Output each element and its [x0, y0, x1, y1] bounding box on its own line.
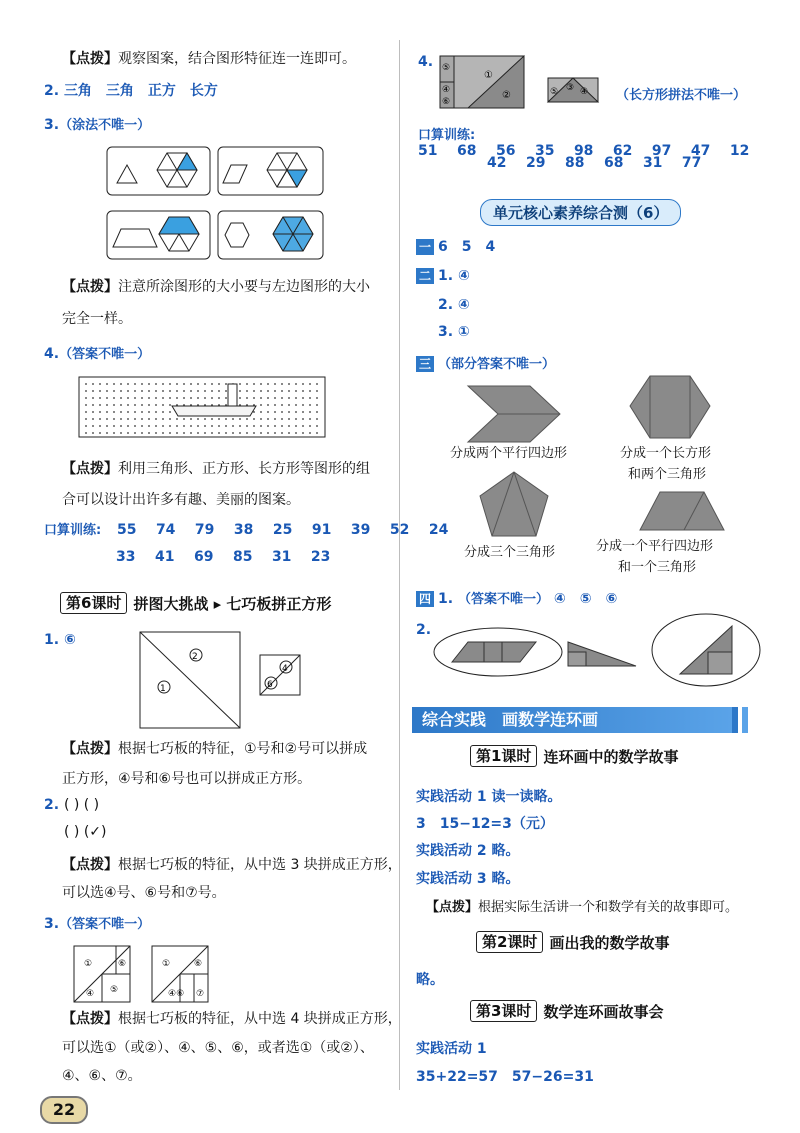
- svg-text:④: ④: [86, 989, 95, 999]
- activity-2: 实践活动 2 略。: [416, 843, 520, 859]
- svg-text:⑤: ⑤: [550, 87, 559, 97]
- activity-final-answer: 35+22=57 57−26=31: [416, 1069, 594, 1085]
- sec4-q1: 四 1. （答案不唯一） ④ ⑤ ⑥: [416, 588, 617, 608]
- oral-training-2: 口算训练: 51 68 56 35 98 62 97 47 12: [418, 128, 750, 159]
- caption-4b: 和一个三角形: [618, 560, 697, 575]
- sec2-a3: 3. ①: [438, 324, 470, 340]
- activity-1: 实践活动 1 读一读略。: [416, 789, 562, 805]
- svg-text:⑤: ⑤: [442, 63, 451, 73]
- r-q4-note: （长方形拼法不唯一）: [616, 88, 747, 103]
- tip-7: 【点拨】根据七巧板的特征，从中选 4 块拼成正方形，: [62, 1011, 402, 1027]
- oral-training-1: 口算训练: 55 74 79 38 25 91 39 52 24: [44, 522, 449, 538]
- lesson-6-header: 第6课时 拼图大挑战 ▸ 七巧板拼正方形: [60, 592, 331, 614]
- svg-text:②: ②: [502, 90, 511, 101]
- tip-5: 【点拨】根据七巧板的特征，①号和②号可以拼成: [62, 741, 368, 757]
- svg-text:③: ③: [566, 83, 575, 93]
- l6-q3-heading: 3.（答案不唯一）: [44, 916, 151, 932]
- svg-text:①: ①: [484, 70, 493, 81]
- tip-5-line2: 正方形，④号和⑥号也可以拼成正方形。: [62, 771, 312, 787]
- activity-1-answer: 3 15−12=3（元）: [416, 816, 554, 832]
- oral-training-2-row2: 42 29 88 68 31 77: [487, 155, 702, 171]
- lesson-1-header: 第1课时 连环画中的数学故事: [470, 745, 678, 767]
- sec2-a1: 二 1. ④: [416, 268, 470, 284]
- sec3: 三 （部分答案不唯一）: [416, 353, 555, 372]
- r-q4-tangram-rects: [438, 54, 618, 114]
- svg-text:⑥: ⑥: [442, 97, 451, 107]
- column-divider: [399, 40, 400, 1090]
- svg-text:⑤: ⑤: [110, 985, 119, 995]
- tip-8: 【点拨】根据实际生活讲一个和数学有关的故事即可。: [426, 900, 739, 915]
- tip-7-line3: ④、⑥、⑦。: [62, 1068, 142, 1084]
- page-number: 22: [40, 1096, 88, 1124]
- q2-answer: 2. 三角 三角 正方 长方: [44, 83, 218, 99]
- tip-7-line2: 可以选①（或②）、④、⑤、⑥，或者选①（或②）、: [62, 1040, 374, 1056]
- sec2-a2: 2. ④: [438, 297, 470, 313]
- svg-text:①: ①: [84, 959, 93, 969]
- tip-1: 【点拨】观察图案，结合图形特征连一连即可。: [62, 51, 356, 67]
- tip-6: 【点拨】根据七巧板的特征，从中选 3 块拼成正方形，: [62, 857, 402, 873]
- sec4-q2-figures: [432, 612, 762, 690]
- svg-text:4: 4: [282, 664, 288, 674]
- activity-final: 实践活动 1: [416, 1041, 487, 1057]
- lesson-2-answer: 略。: [416, 972, 444, 988]
- banner-stripe: [732, 707, 738, 733]
- l6-q1-answer: 1. ⑥: [44, 632, 76, 648]
- svg-text:⑥: ⑥: [194, 959, 203, 969]
- svg-text:⑥: ⑥: [118, 959, 127, 969]
- caption-4a: 分成一个平行四边形: [596, 539, 714, 554]
- caption-2b: 和两个三角形: [628, 467, 707, 482]
- activity-3: 实践活动 3 略。: [416, 871, 520, 887]
- r-q4-num: 4.: [418, 54, 434, 70]
- caption-3: 分成三个三角形: [464, 545, 556, 560]
- q4-dot-grid-ship: [78, 376, 326, 438]
- practice-banner: 综合实践 画数学连环画: [412, 707, 732, 733]
- svg-text:2: 2: [192, 652, 198, 662]
- caption-1: 分成两个平行四边形: [450, 446, 568, 461]
- svg-text:④⑥: ④⑥: [168, 989, 185, 999]
- l6-q2: 2. ( ) ( ): [44, 797, 100, 813]
- tip-4-line2: 合可以设计出许多有趣、美丽的图案。: [62, 492, 300, 508]
- svg-text:①: ①: [162, 959, 171, 969]
- sec4-q2: 2.: [416, 622, 432, 638]
- tip-3-line2: 完全一样。: [62, 311, 132, 327]
- sec1: 一 6 5 4: [416, 236, 495, 256]
- q4-heading: 4.（答案不唯一）: [44, 346, 151, 362]
- svg-text:1: 1: [160, 684, 166, 694]
- banner-stripe: [742, 707, 748, 733]
- tip-6-line2: 可以选④号、⑥号和⑦号。: [62, 885, 226, 901]
- svg-text:④: ④: [580, 87, 589, 97]
- svg-text:④: ④: [442, 85, 451, 95]
- l6-q2-row2: ( ) (✓): [64, 824, 107, 840]
- q3-heading: 3.（涂法不唯一）: [44, 117, 151, 133]
- oral-training-1-row2: 33 41 69 85 31 23: [116, 549, 331, 565]
- l6-q3-tangram-squares: [72, 944, 212, 1004]
- lesson-3-header: 第3课时 数学连环画故事会: [470, 1000, 663, 1022]
- tip-3: 【点拨】注意所涂图形的大小要与左边图形的大小: [62, 279, 370, 295]
- q3-figures: [105, 145, 330, 265]
- unit-test-title: 单元核心素养综合测（6）: [480, 199, 681, 226]
- svg-text:6: 6: [267, 680, 273, 690]
- tip-4: 【点拨】利用三角形、正方形、长方形等图形的组: [62, 461, 370, 477]
- caption-2a: 分成一个长方形: [620, 446, 712, 461]
- l6-q1-tangram-figures: [136, 630, 316, 730]
- lesson-2-header: 第2课时 画出我的数学故事: [476, 931, 669, 953]
- svg-text:⑦: ⑦: [196, 989, 205, 999]
